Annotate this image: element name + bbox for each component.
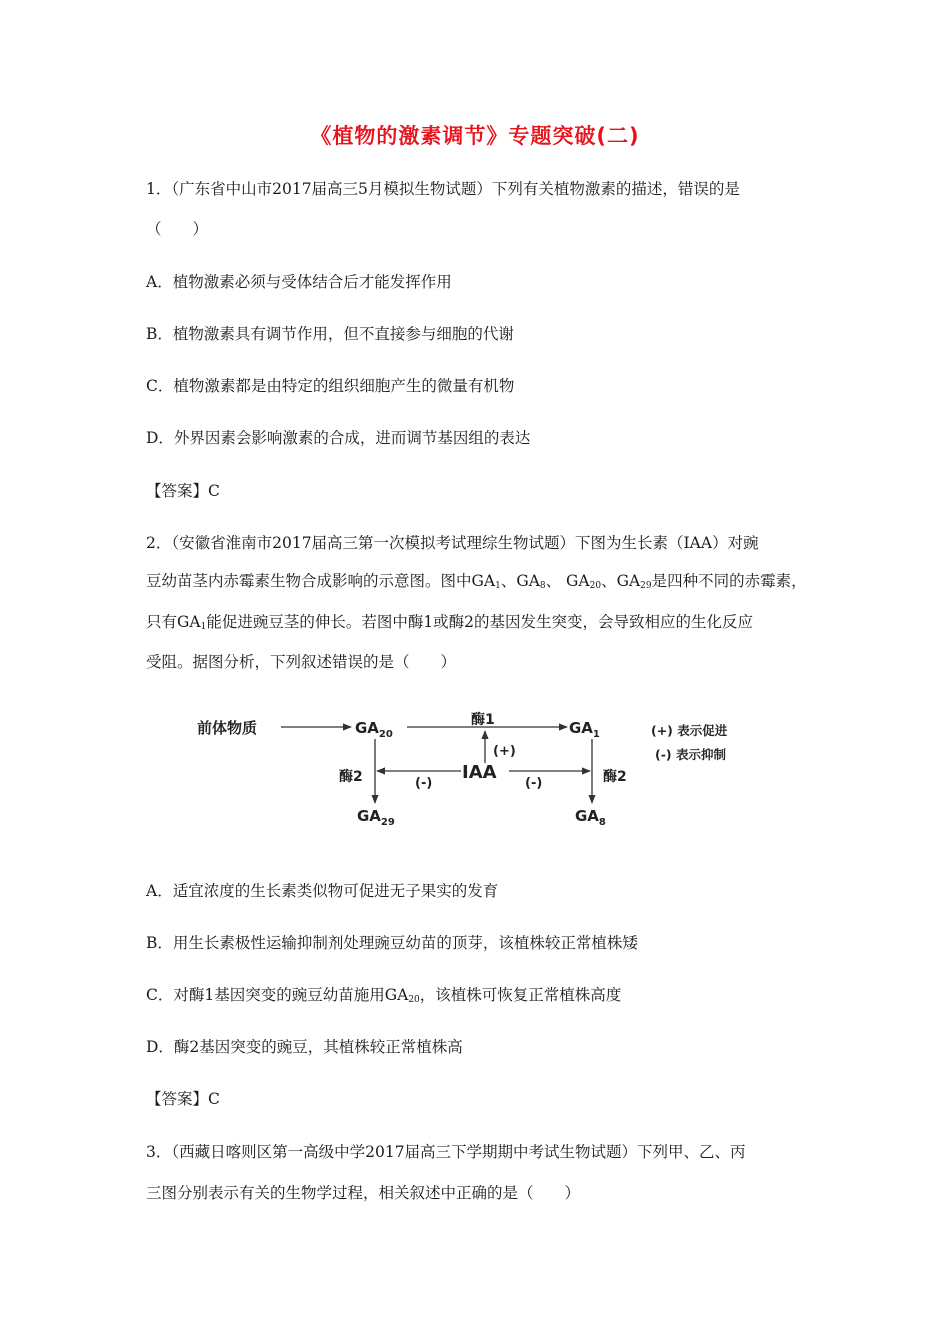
label-enzyme2-left: 酶2 [339, 769, 363, 785]
q2-answer: 【答案】C [146, 1090, 220, 1108]
label-minus-right: (-) [525, 776, 543, 791]
q1-option-a: A．植物激素必须与受体结合后才能发挥作用 [146, 273, 452, 291]
page-title: 《植物的激素调节》专题突破(二) [310, 124, 640, 148]
label-ga20: $GA_{20}$ [355, 719, 393, 740]
q3-stem-line1: 3．（西藏日喀则区第一高级中学2017届高三下学期期中考试生物试题）下列甲、乙、丙 [146, 1143, 746, 1161]
label-enzyme1: 酶1 [471, 712, 495, 728]
q1-stem: 1．（广东省中山市2017届高三5月模拟生物试题）下列有关植物激素的描述，错误的是 [146, 180, 740, 198]
label-iaa: IAA [462, 762, 497, 783]
q2-option-a: A．适宜浓度的生长素类似物可促进无子果实的发育 [146, 882, 499, 900]
q1-option-d: D．外界因素会影响激素的合成，进而调节基因组的表达 [146, 429, 531, 447]
q2-option-b: B．用生长素极性运输抑制剂处理豌豆幼苗的顶芽，该植株较正常植株矮 [146, 934, 638, 952]
q1-option-b: B．植物激素具有调节作用，但不直接参与细胞的代谢 [146, 325, 514, 343]
q2-stem-line2: 豆幼苗茎内赤霉素生物合成影响的示意图。图中$GA_1$、$GA_8$、 $GA_{20}$、$GA_{29}$是四种不同的赤霉素， [146, 572, 807, 591]
label-precursor: 前体物质 [197, 719, 258, 737]
q2-stem-line3: 只有$GA_1$能促进豌豆茎的伸长。若图中酶1或酶2的基因发生突变，会导致相应的生化反应 [146, 613, 754, 632]
label-plus: (+) [493, 744, 516, 759]
q2-option-c: C．对酶1基因突变的豌豆幼苗施用$GA_{20}$，该植株可恢复正常植株高度 [146, 986, 622, 1005]
q2-option-d: D．酶2基因突变的豌豆，其植株较正常植株高 [146, 1038, 463, 1056]
legend-inhibit: (-) 表示抑制 [655, 747, 726, 762]
q1-option-c: C．植物激素都是由特定的组织细胞产生的微量有机物 [146, 377, 515, 395]
label-minus-left: (-) [415, 776, 433, 791]
q2-stem-line1: 2．（安徽省淮南市2017届高三第一次模拟考试理综生物试题）下图为生长素（IAA）对豌 [146, 534, 759, 552]
q1-answer: 【答案】C [146, 482, 220, 500]
q2-stem-line4: 受阻。据图分析，下列叙述错误的是（ ） [146, 653, 457, 671]
gibberellin-pathway-diagram [185, 705, 770, 835]
label-ga8: $GA_8$ [575, 807, 606, 828]
label-ga29: $GA_{29}$ [357, 807, 395, 828]
legend-promote: (+) 表示促进 [651, 723, 728, 738]
q3-stem-line2: 三图分别表示有关的生物学过程，相关叙述中正确的是（ ） [146, 1184, 581, 1202]
q1-blank: （ ） [146, 220, 209, 238]
label-ga1: $GA_1$ [569, 719, 600, 740]
label-enzyme2-right: 酶2 [603, 769, 627, 785]
